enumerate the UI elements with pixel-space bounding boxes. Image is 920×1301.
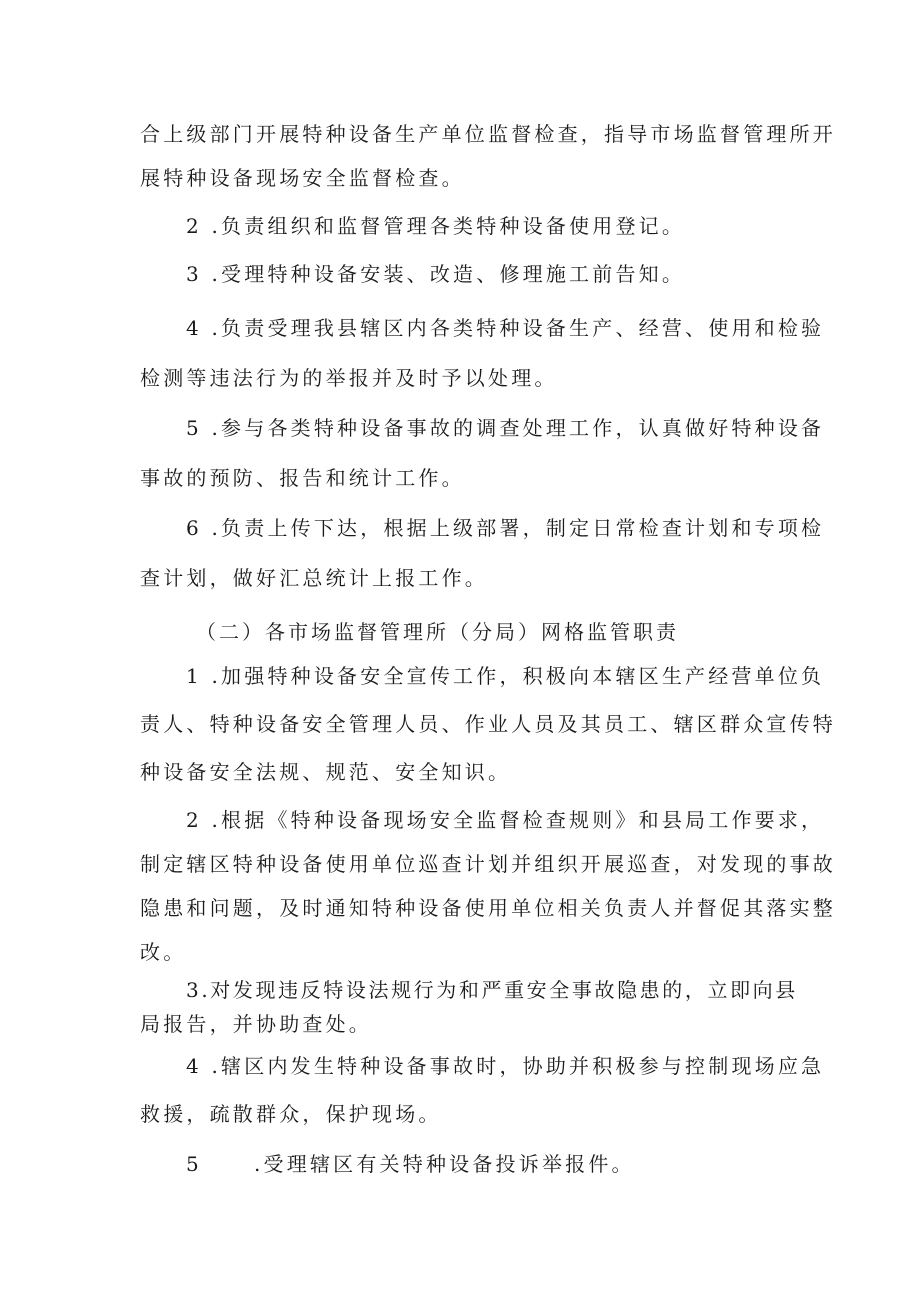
list-item: 2 .负责组织和监督管理各类特种设备使用登记。 [186,214,686,238]
list-item: 2 .根据《特种设备现场安全监督检查规则》和县局工作要求， [186,808,825,832]
list-item: 3.对发现违反特设法规行为和严重安全事故隐患的，立即向县 [186,978,798,1002]
list-item-text: .受理辖区有关特种设备投诉举报件。 [254,1152,635,1176]
list-item: 4 .辖区内发生特种设备事故时，协助并积极参与控制现场应急 [186,1054,825,1078]
list-item: 1 .加强特种设备安全宣传工作，积极向本辖区生产经营单位负 [186,664,825,688]
paragraph-line: 种设备安全法规、规范、安全知识。 [140,760,512,784]
paragraph-line: 事故的预防、报告和统计工作。 [140,466,465,490]
paragraph-line: 展特种设备现场安全监督检查。 [140,166,465,190]
list-item: 6 .负责上传下达，根据上级部署，制定日常检查计划和专项检 [186,516,825,540]
paragraph-line: 改。 [140,940,187,964]
list-item: 4 .负责受理我县辖区内各类特种设备生产、经营、使用和检验 [186,316,825,340]
paragraph-line: 制定辖区特种设备使用单位巡查计划并组织开展巡查，对发现的事故 [140,852,836,876]
list-item: 3 .受理特种设备安装、改造、修理施工前告知。 [186,262,686,286]
paragraph-line: 局报告，并协助查处。 [140,1012,372,1036]
paragraph-line: 隐患和问题，及时通知特种设备使用单位相关负责人并督促其落实整 [140,896,836,920]
list-item: 5 .参与各类特种设备事故的调查处理工作，认真做好特种设备 [186,416,825,440]
paragraph-line: 检测等违法行为的举报并及时予以处理。 [140,366,558,390]
paragraph-line: 救援，疏散群众，保护现场。 [140,1102,442,1126]
section-heading: （二）各市场监督管理所（分局）网格监管职责 [196,620,679,644]
paragraph-line: 合上级部门开展特种设备生产单位监督检查，指导市场监督管理所开 [140,122,836,146]
paragraph-line: 责人、特种设备安全管理人员、作业人员及其员工、辖区群众宣传特 [140,712,836,736]
list-item [186,1152,846,1176]
list-item-number: 5 [186,1152,202,1176]
paragraph-line: 查计划，做好汇总统计上报工作。 [140,566,488,590]
